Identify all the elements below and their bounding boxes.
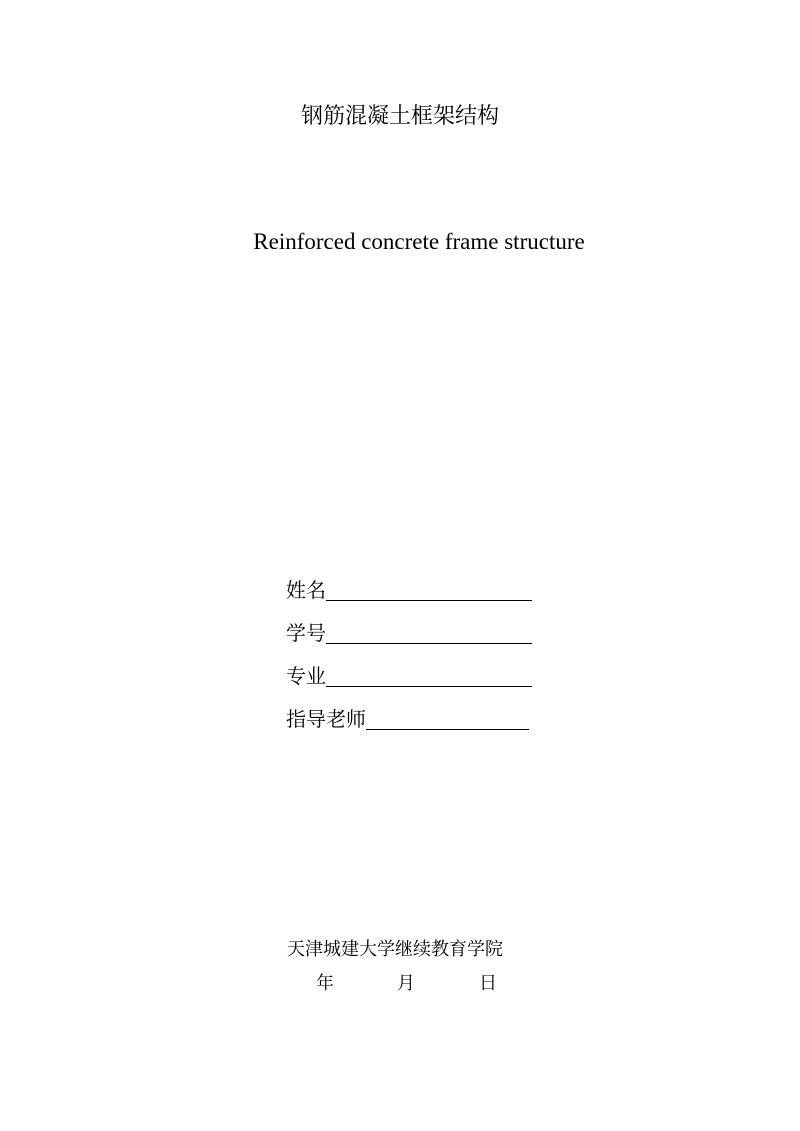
date-day-label: 日: [479, 973, 497, 994]
major-row: [286, 648, 546, 691]
school-name: 天津城建大学继续教育学院: [287, 939, 503, 960]
student-info-block: [286, 562, 546, 734]
name-label: 姓名: [286, 578, 326, 602]
major-blank-line[interactable]: [326, 664, 532, 687]
advisor-row: [286, 691, 546, 734]
page-title-english: Reinforced concrete frame structure: [253, 229, 585, 254]
advisor-blank-line[interactable]: [366, 707, 529, 730]
date-year-label: 年: [316, 973, 334, 994]
student-id-blank-line[interactable]: [326, 621, 532, 644]
student-id-row: [286, 605, 546, 648]
advisor-label: 指导老师: [286, 707, 366, 731]
date-month-label: 月: [397, 973, 415, 994]
name-row: [286, 562, 546, 605]
student-id-label: 学号: [286, 621, 326, 645]
page-title-chinese: 钢筋混凝土框架结构: [300, 104, 499, 129]
major-label: 专业: [286, 664, 326, 688]
name-blank-line[interactable]: [326, 578, 532, 601]
